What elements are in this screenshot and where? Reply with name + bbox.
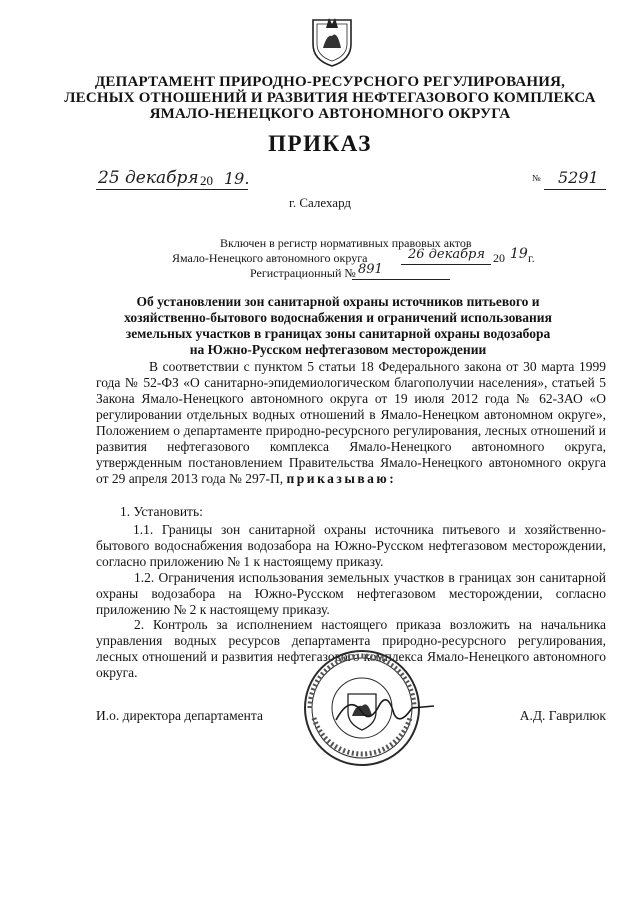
preamble-paragraph (96, 359, 606, 487)
item-2: 2. Контроль за исполнением настоящего приказа возложить на начальника управления водных ресурсов департамента природно-ресурсного регулирования, лесных отношений и развития нефтегазового комплекса Ямало-Ненецкого автономного округа. (96, 617, 606, 680)
registry-date-underline (401, 264, 491, 265)
date-underline (96, 189, 248, 190)
order-date: 25 декабря (98, 168, 199, 188)
signatory-name: А.Д. Гаврилюк (519, 708, 606, 723)
handwritten-signature-icon (330, 690, 440, 730)
subject-line-4: на Южно-Русском нефтегазовом месторождении (189, 342, 487, 357)
registry-number: 891 (358, 262, 383, 277)
order-year-printed: 20 (200, 173, 213, 188)
subject-line-2: хозяйственно-бытового водоснабжения и ограничений использования (124, 310, 552, 325)
order-word: приказываю: (286, 471, 397, 486)
department-line-1: ДЕПАРТАМЕНТ ПРИРОДНО-РЕСУРСНОГО РЕГУЛИРОВАНИЯ, (94, 74, 566, 90)
department-name (40, 74, 620, 122)
signatory-position: И.о. директора департамента (96, 708, 263, 723)
order-subject (88, 294, 588, 358)
registry-line-3: Регистрационный № (250, 266, 356, 280)
preamble-text: В соответствии с пунктом 5 статьи 18 Федерального закона от 30 марта 1999 года № 52-ФЗ «О санитарно-эпидемиологическом благополучии населения», статьей 5 Закона Ямало-Ненецкого автономного округа от 19 июля 2012 года № 62-ЗАО «О регулировании отдельных водных отношений в Ямало-Ненецком автономном округе», Положением о департаменте природно-ресурсного регулирования, лесных отношений и развития нефтегазового комплекса Ямало-Ненецкого автономного округа, утвержденным постановлением Правительства Ямало-Ненецкого автономного округа от 29 апреля 2013 года № 297-П, (96, 359, 606, 486)
item-1: 1. Установить: (120, 504, 203, 519)
coat-of-arms-icon (309, 14, 355, 68)
registry-number-underline (352, 279, 450, 280)
registry-year-suffix: г. (528, 251, 535, 265)
registry-year-printed: 20 (493, 251, 505, 265)
number-sign: № (532, 173, 541, 183)
department-line-2: ЛЕСНЫХ ОТНОШЕНИЙ И РАЗВИТИЯ НЕФТЕГАЗОВОГО КОМПЛЕКСА (64, 90, 596, 106)
document-title: ПРИКАЗ (268, 131, 372, 156)
order-year-handwritten: 19. (224, 169, 250, 188)
department-line-3: ЯМАЛО-НЕНЕЦКОГО АВТОНОМНОГО ОКРУГА (149, 106, 511, 122)
subject-line-3: земельных участков в границах зоны санитарной охраны водозабора (125, 326, 551, 341)
date-number-row (96, 168, 608, 193)
registry-line-2: Ямало-Ненецкого автономного округа (172, 251, 368, 265)
registry-date: 26 декабря (408, 247, 485, 262)
subject-line-1: Об установлении зон санитарной охраны источников питьевого и (136, 294, 540, 309)
number-underline (544, 189, 606, 190)
order-number: 5291 (558, 168, 599, 187)
registry-line-1: Включен в регистр нормативных правовых актов (220, 236, 472, 250)
city: г. Салехард (288, 195, 352, 210)
item-1-2: 1.2. Ограничения использования земельных участков в границах зон санитарной охраны водозабора на Южно-Русском нефтегазовом месторождении, согласно приложению № 2 к настоящему приказу. (96, 570, 606, 617)
registry-year-handwritten: 19 (510, 246, 528, 262)
item-1-1: 1.1. Границы зон санитарной охраны источника питьевого и хозяйственно-бытового водоснабжения водозабора на Южно-Русском нефтегазовом месторождении, согласно приложению № 1 к настоящему приказу. (96, 522, 606, 569)
